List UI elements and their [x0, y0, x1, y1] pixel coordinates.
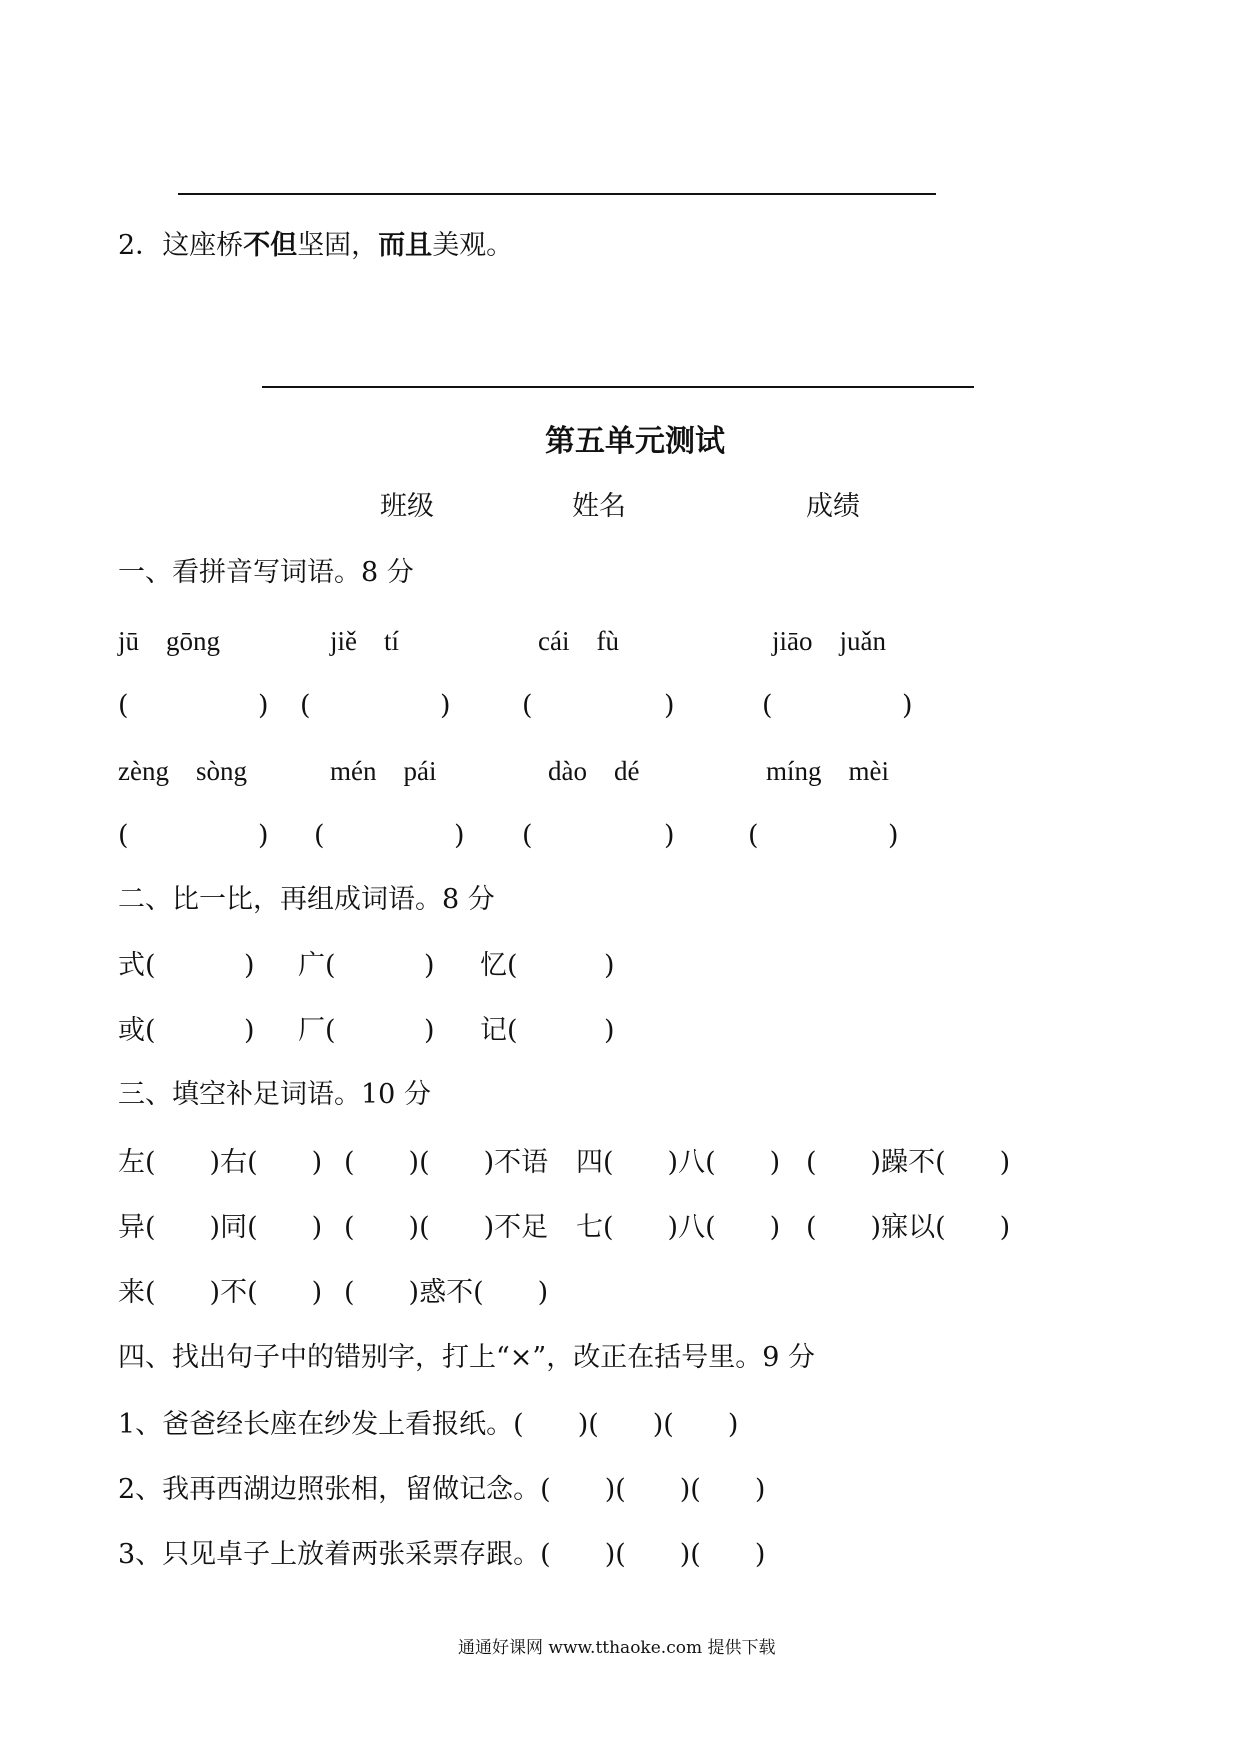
class-label: 班级: [380, 491, 434, 522]
section-2-heading: 二、比一比，再组成词语。8 分: [118, 884, 495, 915]
answer-bracket: (: [300, 690, 311, 721]
correction-item: 3、只见卓子上放着两张采票存跟。( )( )( ): [118, 1539, 766, 1570]
section-3-heading: 三、填空补足词语。10 分: [118, 1079, 431, 1110]
sentence-part: 这座桥: [162, 230, 244, 261]
correction-item: 2、我再西湖边照张相，留做记念。( )( )( ): [118, 1474, 766, 1505]
correction-item: 1、爸爸经长座在纱发上看报纸。( )( )( ): [118, 1409, 739, 1440]
idiom-item: 四( )八( ): [576, 1147, 781, 1178]
pinyin-item: dào dé: [548, 756, 640, 786]
pinyin-item: míng mèi: [766, 756, 889, 786]
answer-bracket: (: [762, 690, 773, 721]
section-4-heading: 四、找出句子中的错别字，打上“×”，改正在括号里。9 分: [118, 1342, 815, 1373]
answer-line-1: [178, 193, 936, 195]
idiom-item: ( )( )不语: [344, 1147, 549, 1178]
answer-bracket: (: [507, 1015, 518, 1046]
footer-credit: 通通好课网 www.tthaoke.com 提供下载: [458, 1638, 776, 1658]
pinyin-item: mén pái: [330, 756, 437, 786]
answer-bracket: ): [258, 820, 269, 851]
answer-bracket: ): [604, 1015, 615, 1046]
sentence-bold-word: 而且: [378, 230, 433, 261]
name-label: 姓名: [572, 491, 626, 522]
answer-bracket: (: [522, 820, 533, 851]
idiom-item: ( )惑不( ): [344, 1277, 549, 1308]
score-label: 成绩: [806, 491, 860, 522]
compare-char: 记: [480, 1015, 507, 1046]
answer-bracket: ): [424, 950, 435, 981]
pinyin-item: jiāo juǎn: [772, 626, 886, 656]
sentence-number: 2．: [118, 230, 163, 261]
answer-bracket: ): [244, 1015, 255, 1046]
answer-bracket: (: [748, 820, 759, 851]
idiom-item: 异( )同( ): [118, 1212, 323, 1243]
answer-bracket: ): [454, 820, 465, 851]
answer-bracket: ): [664, 690, 675, 721]
pinyin-item: cái fù: [538, 626, 619, 656]
pinyin-item: jiě tí: [330, 626, 399, 656]
answer-bracket: (: [522, 690, 533, 721]
answer-bracket: ): [440, 690, 451, 721]
compare-char: 厂: [298, 1015, 325, 1046]
answer-bracket: (: [118, 690, 129, 721]
sentence-bold-word: 不但: [243, 230, 298, 261]
answer-bracket: (: [145, 950, 156, 981]
compare-char: 忆: [480, 950, 507, 981]
page-title: 第五单元测试: [545, 424, 725, 459]
answer-bracket: (: [118, 820, 129, 851]
sentence-part: 美观。: [432, 230, 514, 261]
pinyin-item: jū gōng: [118, 626, 221, 656]
section-1-heading: 一、看拼音写词语。8 分: [118, 557, 414, 588]
answer-bracket: (: [145, 1015, 156, 1046]
idiom-item: ( )( )不足: [344, 1212, 549, 1243]
answer-line-2: [262, 386, 974, 388]
answer-bracket: ): [244, 950, 255, 981]
answer-bracket: ): [664, 820, 675, 851]
example-sentence-2: [118, 229, 513, 263]
answer-bracket: (: [325, 1015, 336, 1046]
idiom-item: ( )寐以( ): [806, 1212, 1011, 1243]
answer-bracket: ): [424, 1015, 435, 1046]
idiom-item: 来( )不( ): [118, 1277, 323, 1308]
idiom-item: ( )躁不( ): [806, 1147, 1011, 1178]
answer-bracket: (: [507, 950, 518, 981]
idiom-item: 左( )右( ): [118, 1147, 323, 1178]
pinyin-item: zèng sòng: [118, 756, 247, 786]
compare-char: 式: [118, 950, 145, 981]
compare-char: 或: [118, 1015, 145, 1046]
answer-bracket: ): [604, 950, 615, 981]
sentence-part: 坚固，: [297, 230, 379, 261]
answer-bracket: (: [325, 950, 336, 981]
answer-bracket: ): [902, 690, 913, 721]
answer-bracket: (: [314, 820, 325, 851]
answer-bracket: ): [888, 820, 899, 851]
idiom-item: 七( )八( ): [576, 1212, 781, 1243]
answer-bracket: ): [258, 690, 269, 721]
compare-char: 广: [298, 950, 325, 981]
